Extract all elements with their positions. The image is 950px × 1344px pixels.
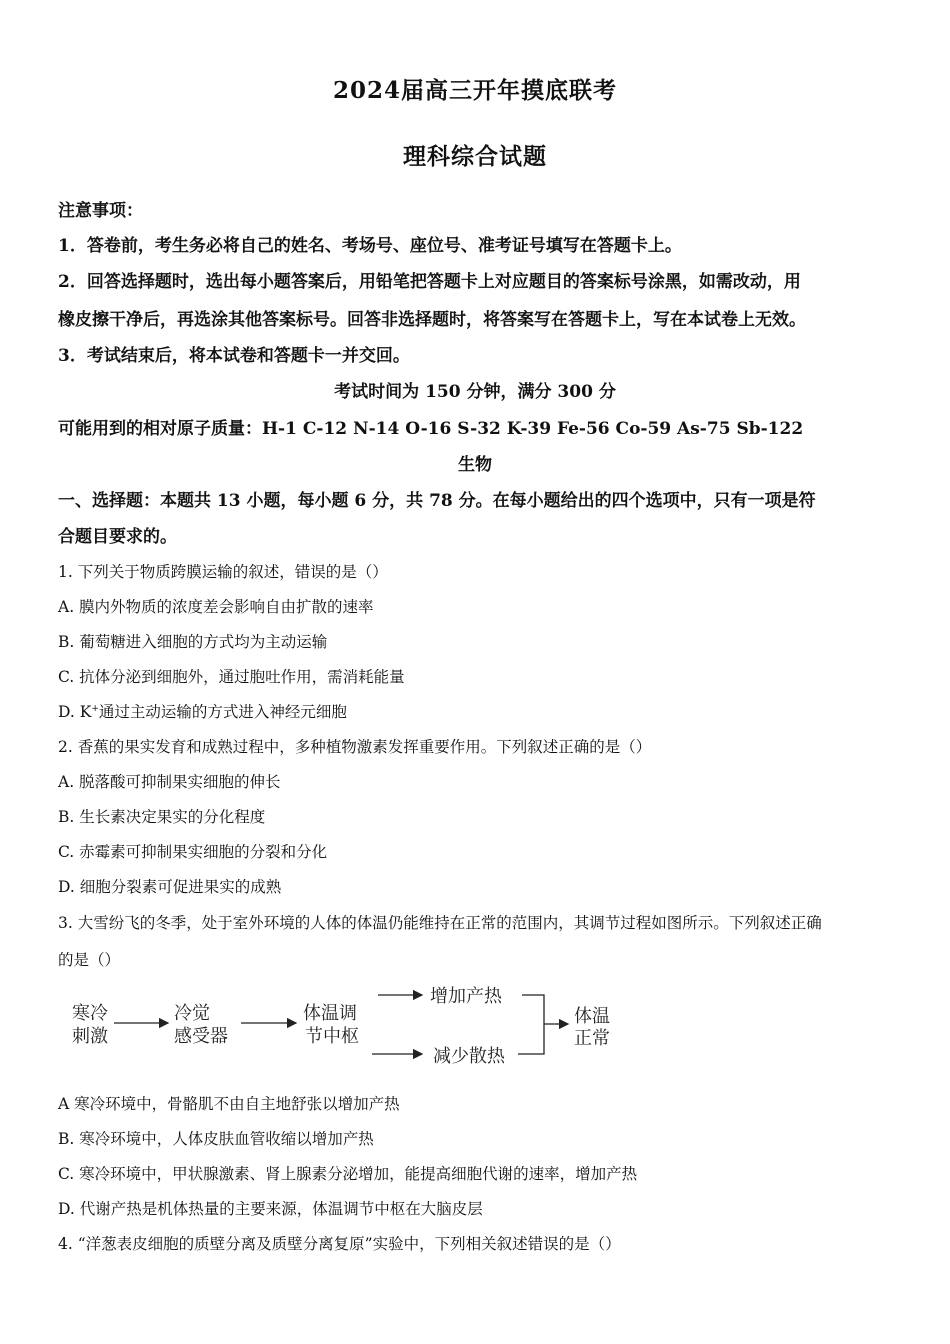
- exam-time: 考试时间为 150 分钟，满分 300 分: [334, 382, 616, 402]
- q2-option-b: B. 生长素决定果实的分化程度: [58, 808, 266, 826]
- q4-stem: 4. “洋葱表皮细胞的质壁分离及质壁分离复原”实验中，下列相关叙述错误的是（）: [58, 1235, 621, 1253]
- q2-option-c: C. 赤霉素可抑制果实细胞的分裂和分化: [58, 843, 328, 861]
- q3-option-b: B. 寒冷环境中，人体皮肤血管收缩以增加产热: [58, 1130, 374, 1148]
- atomic-mass: 可能用到的相对原子质量：H-1 C-12 N-14 O-16 S-32 K-39 Fe-56 Co-59 As-75 Sb-122: [58, 419, 804, 439]
- note-item-2-line-2: 橡皮擦干净后，再选涂其他答案标号。回答非选择题时，将答案写在答题卡上，写在本试卷上无效。: [58, 310, 806, 330]
- diagram-node-reduce-heat-loss: 减少散热: [433, 1046, 505, 1067]
- q3-option-a: A 寒冷环境中，骨骼肌不由自主地舒张以增加产热: [58, 1095, 400, 1113]
- diagram-node-normal-temp-line-1: 体温: [574, 1006, 610, 1027]
- diagram-node-increase-heat: 增加产热: [430, 986, 502, 1007]
- q1-option-d-prefix: D. K: [58, 703, 92, 721]
- diagram-node-cold-receptor-line-2: 感受器: [174, 1026, 228, 1047]
- notes-heading: 注意事项：: [58, 201, 143, 221]
- diagram-node-cold-receptor-line-1: 冷觉: [174, 1003, 210, 1024]
- note-item-1: 1．答卷前，考生务必将自己的姓名、考场号、座位号、准考证号填写在答题卡上。: [58, 236, 682, 256]
- q2-option-d: D. 细胞分裂素可促进果实的成熟: [58, 878, 282, 896]
- diagram-bracket: [518, 995, 544, 1054]
- q1-option-b: B. 葡萄糖进入细胞的方式均为主动运输: [58, 633, 328, 651]
- q1-option-d-superscript: +: [91, 703, 99, 714]
- section-heading-line-2: 合题目要求的。: [58, 527, 177, 547]
- q2-stem: 2. 香蕉的果实发育和成熟过程中，多种植物激素发挥重要作用。下列叙述正确的是（）: [58, 738, 652, 756]
- q1-stem: 1. 下列关于物质跨膜运输的叙述，错误的是（）: [58, 563, 388, 581]
- q3-stem-line-1: 3. 大雪纷飞的冬季，处于室外环境的人体的体温仍能维持在正常的范围内，其调节过程如图所示。下列叙述正确: [58, 914, 822, 932]
- subject-label: 生物: [458, 455, 492, 475]
- exam-subtitle: 理科综合试题: [403, 143, 547, 170]
- q2-option-a: A. 脱落酸可抑制果实细胞的伸长: [58, 773, 281, 791]
- diagram-node-cold-stimulus-line-1: 寒冷: [72, 1003, 108, 1024]
- thermoregulation-diagram: [60, 982, 640, 1070]
- diagram-node-center-line-1: 体温调: [303, 1003, 357, 1024]
- diagram-node-center-line-2: 节中枢: [305, 1026, 359, 1047]
- section-heading-line-1: 一、选择题：本题共 13 小题，每小题 6 分，共 78 分。在每小题给出的四个选项中，只有一项是符: [58, 491, 816, 511]
- note-item-3: 3．考试结束后，将本试卷和答题卡一并交回。: [58, 346, 410, 366]
- q3-stem-line-2: 的是（）: [58, 951, 121, 969]
- q1-option-c: C. 抗体分泌到细胞外，通过胞吐作用，需消耗能量: [58, 668, 405, 686]
- diagram-node-normal-temp-line-2: 正常: [574, 1028, 610, 1049]
- exam-title: 2024届高三开年摸底联考: [332, 77, 617, 104]
- q3-option-c: C. 寒冷环境中，甲状腺激素、肾上腺素分泌增加，能提高细胞代谢的速率，增加产热: [58, 1165, 638, 1183]
- q1-option-a: A. 膜内外物质的浓度差会影响自由扩散的速率: [58, 598, 374, 616]
- q1-option-d: [58, 700, 347, 722]
- q1-option-d-text: 通过主动运输的方式进入神经元细胞: [98, 703, 347, 721]
- note-item-2-line-1: 2．回答选择题时，选出每小题答案后，用铅笔把答题卡上对应题目的答案标号涂黑，如需改动，用: [58, 272, 801, 292]
- diagram-node-cold-stimulus-line-2: 刺激: [72, 1026, 108, 1047]
- q3-option-d: D. 代谢产热是机体热量的主要来源，体温调节中枢在大脑皮层: [58, 1200, 483, 1218]
